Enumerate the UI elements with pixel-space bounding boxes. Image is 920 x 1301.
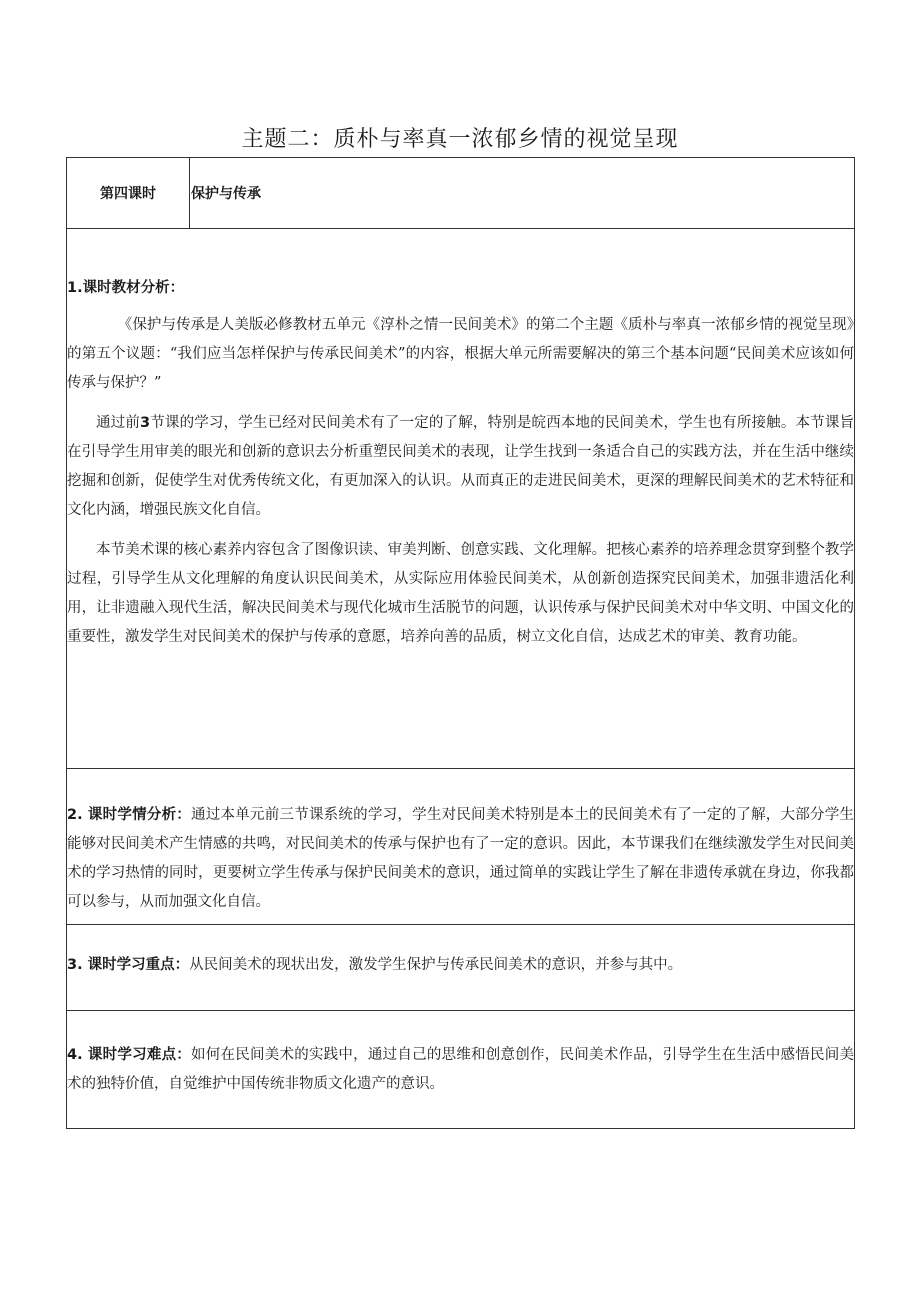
textbook-analysis-section: [67, 229, 854, 769]
key-points-paragraph: [67, 951, 854, 980]
learner-analysis-text: 通过本单元前三节课系统的学习，学生对民间美术特别是本土的民间美术有了一定的了解，大部分学生能够对民间美术产生情感的共鸣，对民间美术的传承与保护也有了一定的意识。因此，本节课我们在继续激发学生对民间美术的学习热情的同时，更要树立学生传承与保护民间美术的意识，通过简单的实践让学生了解在非遗传承就在身边，你我都可以参与，从而加强文化自信。: [67, 807, 854, 910]
lesson-topic-value: 保护与传承: [191, 186, 261, 202]
lesson-header-row: [67, 158, 854, 229]
textbook-analysis-paragraph-3: 本节美术课的核心素养内容包含了图像识读、审美判断、创意实践、文化理解。把核心素养的培养理念贯穿到整个教学过程，引导学生从文化理解的角度认识民间美术，从实际应用体验民间美术，从创新创造探究民间美术，加强非遗活化利用，让非遗融入现代生活，解决民间美术与现代化城市生活脱节的问题，认识传承与保护民间美术对中华文明、中国文化的重要性，激发学生对民间美术的保护与传承的意愿，培养向善的品质，树立文化自信，达成艺术的审美、教育功能。: [67, 542, 854, 645]
key-points-text: 从民间美术的现状出发，激发学生保护与传承民间美术的意识，并参与其中。: [189, 957, 683, 973]
difficulties-paragraph: [67, 1041, 854, 1099]
paragraph-2-prefix: 通过前: [96, 415, 140, 431]
difficulties-text: 如何在民间美术的实践中，通过自己的思维和创意创作，民间美术作品，引导学生在生活中感悟民间美术的独特价值，自觉维护中国传统非物质文化遗产的意识。: [67, 1047, 854, 1092]
key-points-section: [67, 925, 854, 1011]
key-points-heading: 3. 课时学习重点：: [67, 957, 190, 973]
learner-analysis-heading: 2. 课时学情分析：: [67, 807, 192, 823]
lesson-plan-table: [66, 157, 855, 1129]
paragraph-2-body: 节课的学习，学生已经对民间美术有了一定的了解，特别是皖西本地的民间美术，学生也有所接触。本节课旨在引导学生用审美的眼光和创新的意识去分析重塑民间美术的表现，让学生找到一条适合自己的实践方法，并在生活中继续挖掘和创新，促使学生对优秀传统文化，有更加深入的认识。从而真正的走进民间美术，更深的理解民间美术的艺术特征和文化内涵，增强民族文化自信。: [67, 415, 855, 518]
learner-analysis-paragraph: [67, 801, 854, 917]
page-title: 主题二：质朴与率真一浓郁乡情的视觉呈现: [241, 127, 679, 152]
textbook-analysis-paragraph-2: [67, 409, 854, 525]
difficulties-section: [67, 1011, 854, 1128]
difficulties-heading: 4. 课时学习难点：: [67, 1047, 192, 1063]
lesson-number-label: 第四课时: [67, 158, 190, 228]
textbook-analysis-paragraph-1: 《保护与传承是人美版必修教材五单元《淳朴之情一民间美术》的第二个主题《质朴与率真一浓郁乡情的视觉呈现》的第五个议题：“我们应当怎样保护与传承民间美术”的内容，根据大单元所需要解决的第三个基本问题“民间美术应该如何传承与保护？”: [67, 317, 854, 391]
learner-analysis-section: [67, 769, 854, 925]
textbook-analysis-heading: 1.课时教材分析：: [67, 280, 185, 296]
lesson-count-number: 3: [140, 415, 151, 431]
